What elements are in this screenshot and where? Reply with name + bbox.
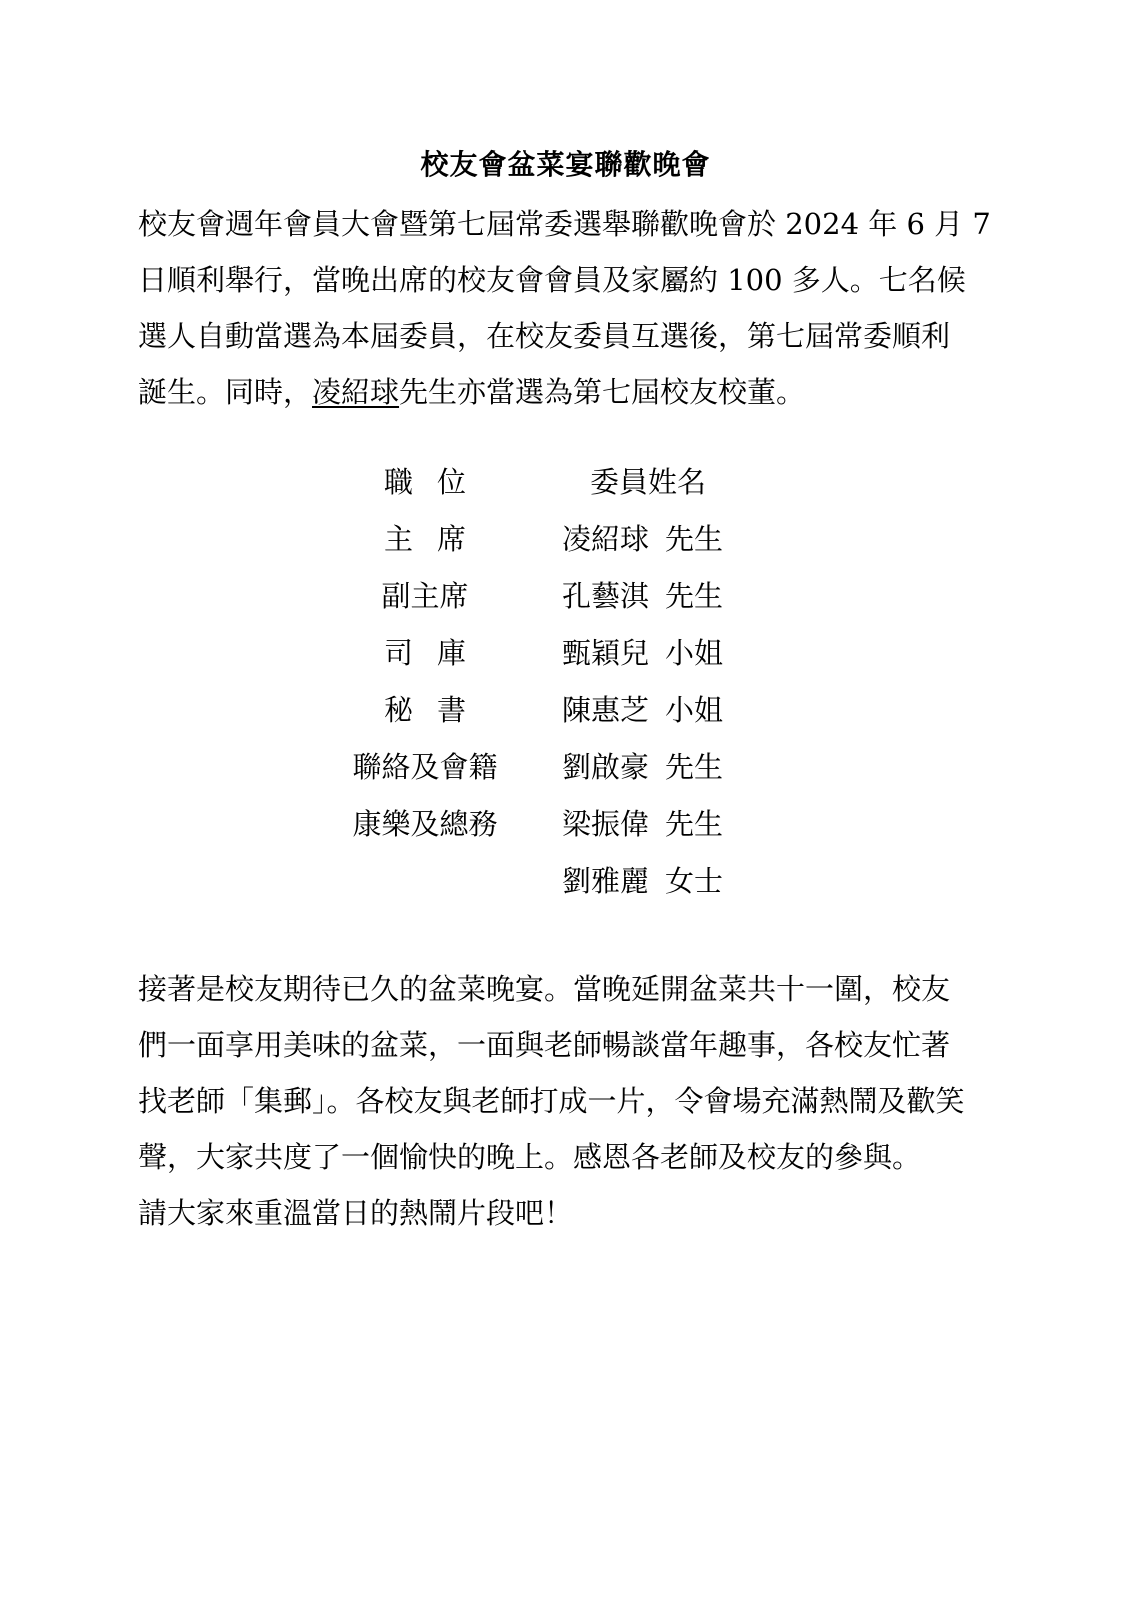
position-header: 職位 — [383, 465, 490, 499]
paragraph-line — [138, 364, 998, 420]
honorific: 先生 — [665, 750, 724, 784]
paragraph-line: 日順利舉行，當晚出席的校友會會員及家屬約 100 多人。七名候 — [138, 263, 966, 297]
underlined-name: 凌紹球 — [312, 375, 400, 409]
intro-paragraph — [138, 196, 998, 420]
name-text: 梁振偉 — [562, 807, 650, 841]
paragraph-line: 聲，大家共度了一個愉快的晚上。感恩各老師及校友的參與。 — [138, 1140, 922, 1174]
honorific: 小姐 — [665, 636, 724, 670]
committee-row — [0, 625, 1131, 682]
position: 副主席 — [381, 579, 469, 613]
member-name — [562, 853, 723, 910]
closing-paragraph — [138, 961, 998, 1241]
committee-table — [0, 454, 1131, 910]
name-text: 陳惠芝 — [562, 693, 650, 727]
member-name-header: 委員姓名 — [589, 465, 706, 499]
paragraph-line: 校友會週年會員大會暨第七屆常委選舉聯歡晚會於 2024 年 6 月 7 — [138, 207, 991, 241]
member-name — [562, 568, 723, 625]
committee-header-row — [0, 454, 1131, 511]
committee-row — [0, 796, 1131, 853]
member-name — [562, 625, 723, 682]
document-title: 校友會盆菜宴聯歡晚會 — [420, 148, 711, 181]
honorific: 先生 — [665, 579, 724, 613]
name-text: 凌紹球 — [562, 522, 650, 556]
paragraph-line: 請大家來重溫當日的熱鬧片段吧！ — [138, 1196, 574, 1230]
paragraph-line: 找老師「集郵」。各校友與老師打成一片，令會場充滿熱鬧及歡笑 — [138, 1084, 965, 1118]
committee-row — [0, 511, 1131, 568]
position: 主席 — [383, 522, 490, 556]
text-after: 先生亦當選為第七屆校友校董。 — [399, 375, 806, 409]
committee-row — [0, 568, 1131, 625]
member-name — [562, 739, 723, 796]
paragraph-line: 接著是校友期待已久的盆菜晚宴。當晚延開盆菜共十一圍，校友 — [138, 972, 951, 1006]
member-name — [562, 796, 723, 853]
honorific: 先生 — [665, 807, 724, 841]
position: 司庫 — [383, 636, 490, 670]
honorific: 先生 — [665, 522, 724, 556]
member-name — [562, 511, 723, 568]
honorific: 小姐 — [665, 693, 724, 727]
name-text: 孔藝淇 — [562, 579, 650, 613]
position: 秘書 — [383, 693, 490, 727]
text-before: 誕生。同時， — [138, 375, 313, 409]
paragraph-line: 選人自動當選為本屆委員，在校友委員互選後，第七屆常委順利 — [138, 319, 951, 353]
name-text: 劉雅麗 — [562, 864, 650, 898]
honorific: 女士 — [665, 864, 724, 898]
paragraph-line: 們一面享用美味的盆菜，一面與老師暢談當年趣事，各校友忙著 — [138, 1028, 951, 1062]
position: 康樂及總務 — [352, 807, 498, 841]
committee-row — [0, 682, 1131, 739]
committee-row — [0, 853, 1131, 910]
committee-row — [0, 739, 1131, 796]
member-name — [562, 682, 723, 739]
name-text: 甄穎兒 — [562, 636, 650, 670]
name-text: 劉啟豪 — [562, 750, 650, 784]
position: 聯絡及會籍 — [352, 750, 498, 784]
